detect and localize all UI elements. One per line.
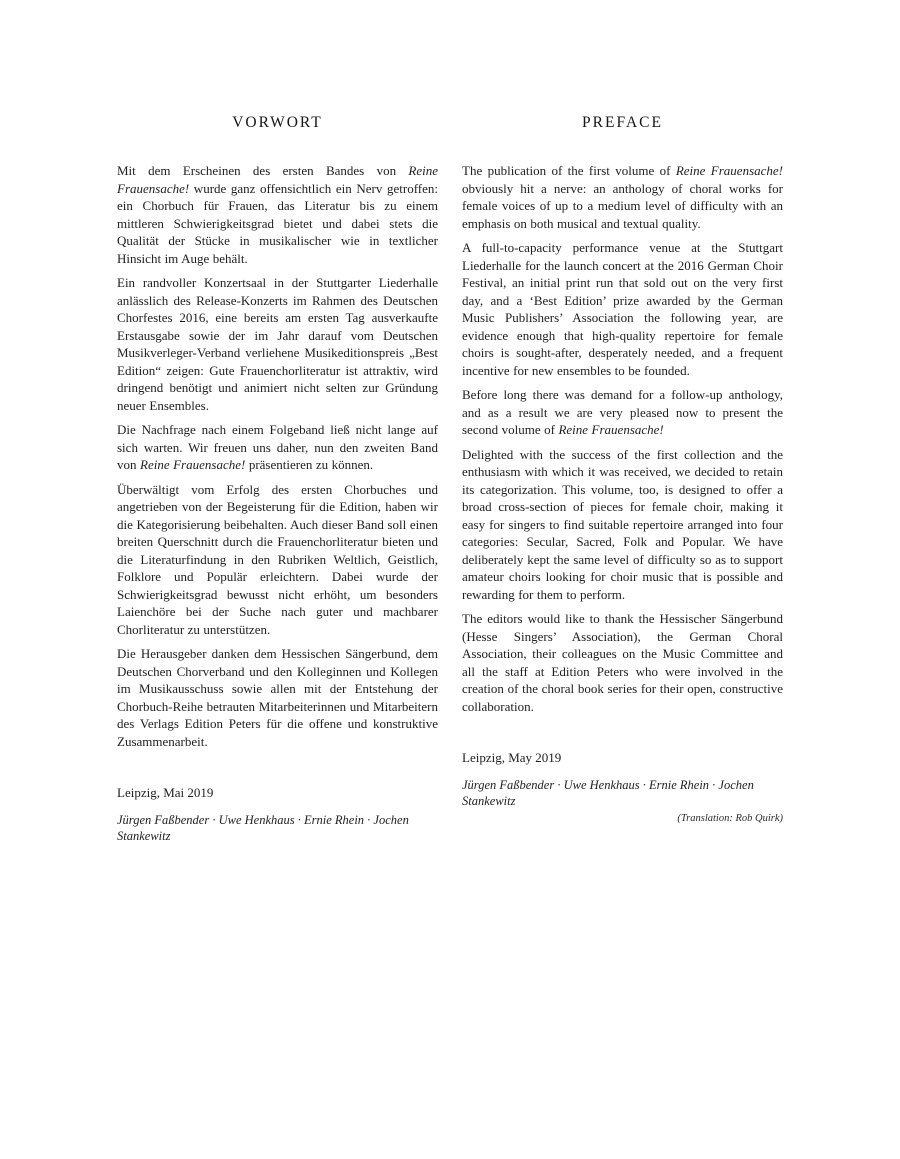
paragraphs-german xyxy=(117,162,438,750)
signature-german: Jürgen Faßbender · Uwe Henkhaus · Ernie Rhein · Jochen Stankewitz xyxy=(117,812,409,843)
heading-preface: PREFACE xyxy=(582,114,663,131)
paragraph: Die Herausgeber danken dem Hessischen Sängerbund, dem Deutschen Chorverband und den Kolleginnen und Kollegen im Musikausschuss sowie allen mit der Entstehung der Chorbuch-Reihe betrauten Mitarbeiterinnen und Mitarbeitern des Verlags Edition Peters für die offene und konstruktive Zusammenarbeit. xyxy=(117,646,438,749)
paragraphs-english xyxy=(462,162,783,715)
heading-vorwort: VORWORT xyxy=(232,114,323,131)
paragraph: Überwältigt vom Erfolg des ersten Chorbuches und angetrieben von der Begeisterung für die Edition, haben wir die Kategorisierung beibehalten. Auch dieser Band soll einen breiten Querschnitt durch die Frauenchorliteratur bieten und die Literaturfindung in den Rubriken Weltlich, Geistlich, Folklore und Populär erleichtern. Dabei wurde der Schwierigkeitsgrad bewusst nicht erhöht, um besonders Laienchöre bei der Suche nach guter und machbarer Chorliteratur zu unterstützen. xyxy=(117,481,438,637)
column-german xyxy=(117,112,438,844)
paragraph: A full-to-capacity performance venue at the Stuttgart Liederhalle for the launch concert at the 2016 German Choir Festival, an initial print run that sold out on the very first day, and a ‘Best Edition’ prize awarded by the German Music Publishers’ Association the following year, are evidence enough that high-quality repertoire for female choirs is sought-after, desperately needed, and a frequent incentive for new ensembles to be founded. xyxy=(462,240,783,378)
paragraph: Ein randvoller Konzertsaal in der Stuttgarter Liederhalle anlässlich des Release-Konzerts im Rahmen des Deutschen Chorfestes 2016, eine bereits am ersten Tag ausverkaufte Erstausgabe sowie der im Jahr darauf vom Deutschen Musikverleger-Verband verliehene Musikeditionspreis „Best Edition“ zeigen: Gute Frauenchorliteratur ist attraktiv, wird dringend benötigt und animiert nicht selten zur Gründung neuer Ensembles. xyxy=(117,275,438,413)
paragraph: The publication of the first volume of Reine Frauensache! obviously hit a nerve: an anthology of choral works for female voices of up to a medium level of difficulty with an emphasis on both musical and textual quality. xyxy=(462,163,783,231)
dateline-german: Leipzig, Mai 2019 xyxy=(117,785,214,800)
paragraph: Delighted with the success of the first collection and the enthusiasm with which it was received, we decided to retain its categorization. This volume, too, is designed to offer a broad cross-section of pieces for female choir, making it easy for singers to find suitable repertoire arranged into four categories: Secular, Sacred, Folk and Popular. We have deliberately kept the same level of difficulty so as to support amateur choirs looking for choir music that is possible and rewarding for them to perform. xyxy=(462,446,783,602)
dateline-english: Leipzig, May 2019 xyxy=(462,750,562,765)
paragraph: The editors would like to thank the Hessischer Sängerbund (Hesse Singers’ Association), the German Choral Association, their colleagues on the Music Committee and all the staff at Edition Peters who were involved in the creation of the choral book series for their open, constructive collaboration. xyxy=(462,611,783,714)
signature-english: Jürgen Faßbender · Uwe Henkhaus · Ernie Rhein · Jochen Stankewitz xyxy=(462,777,754,808)
column-english xyxy=(462,112,783,844)
paragraph: Mit dem Erscheinen des ersten Bandes von Reine Frauensache! wurde ganz offensichtlich ein Nerv getroffen: ein Chorbuch für Frauen, das Literatur bis zu einem mittleren Schwierigkeitsgrad bietet und dabei stets die Qualität der Stücke in musikalischer wie in textlicher Hinsicht im Auge behält. xyxy=(117,163,438,266)
translation-note: (Translation: Rob Quirk) xyxy=(677,812,783,824)
paragraph: Before long there was demand for a follow-up anthology, and as a result we are very pleased now to present the second volume of Reine Frauensache! xyxy=(462,387,783,437)
paragraph: Die Nachfrage nach einem Folgeband ließ nicht lange auf sich warten. Wir freuen uns daher, nun den zweiten Band von Reine Frauensache! präsentieren zu können. xyxy=(117,422,438,472)
